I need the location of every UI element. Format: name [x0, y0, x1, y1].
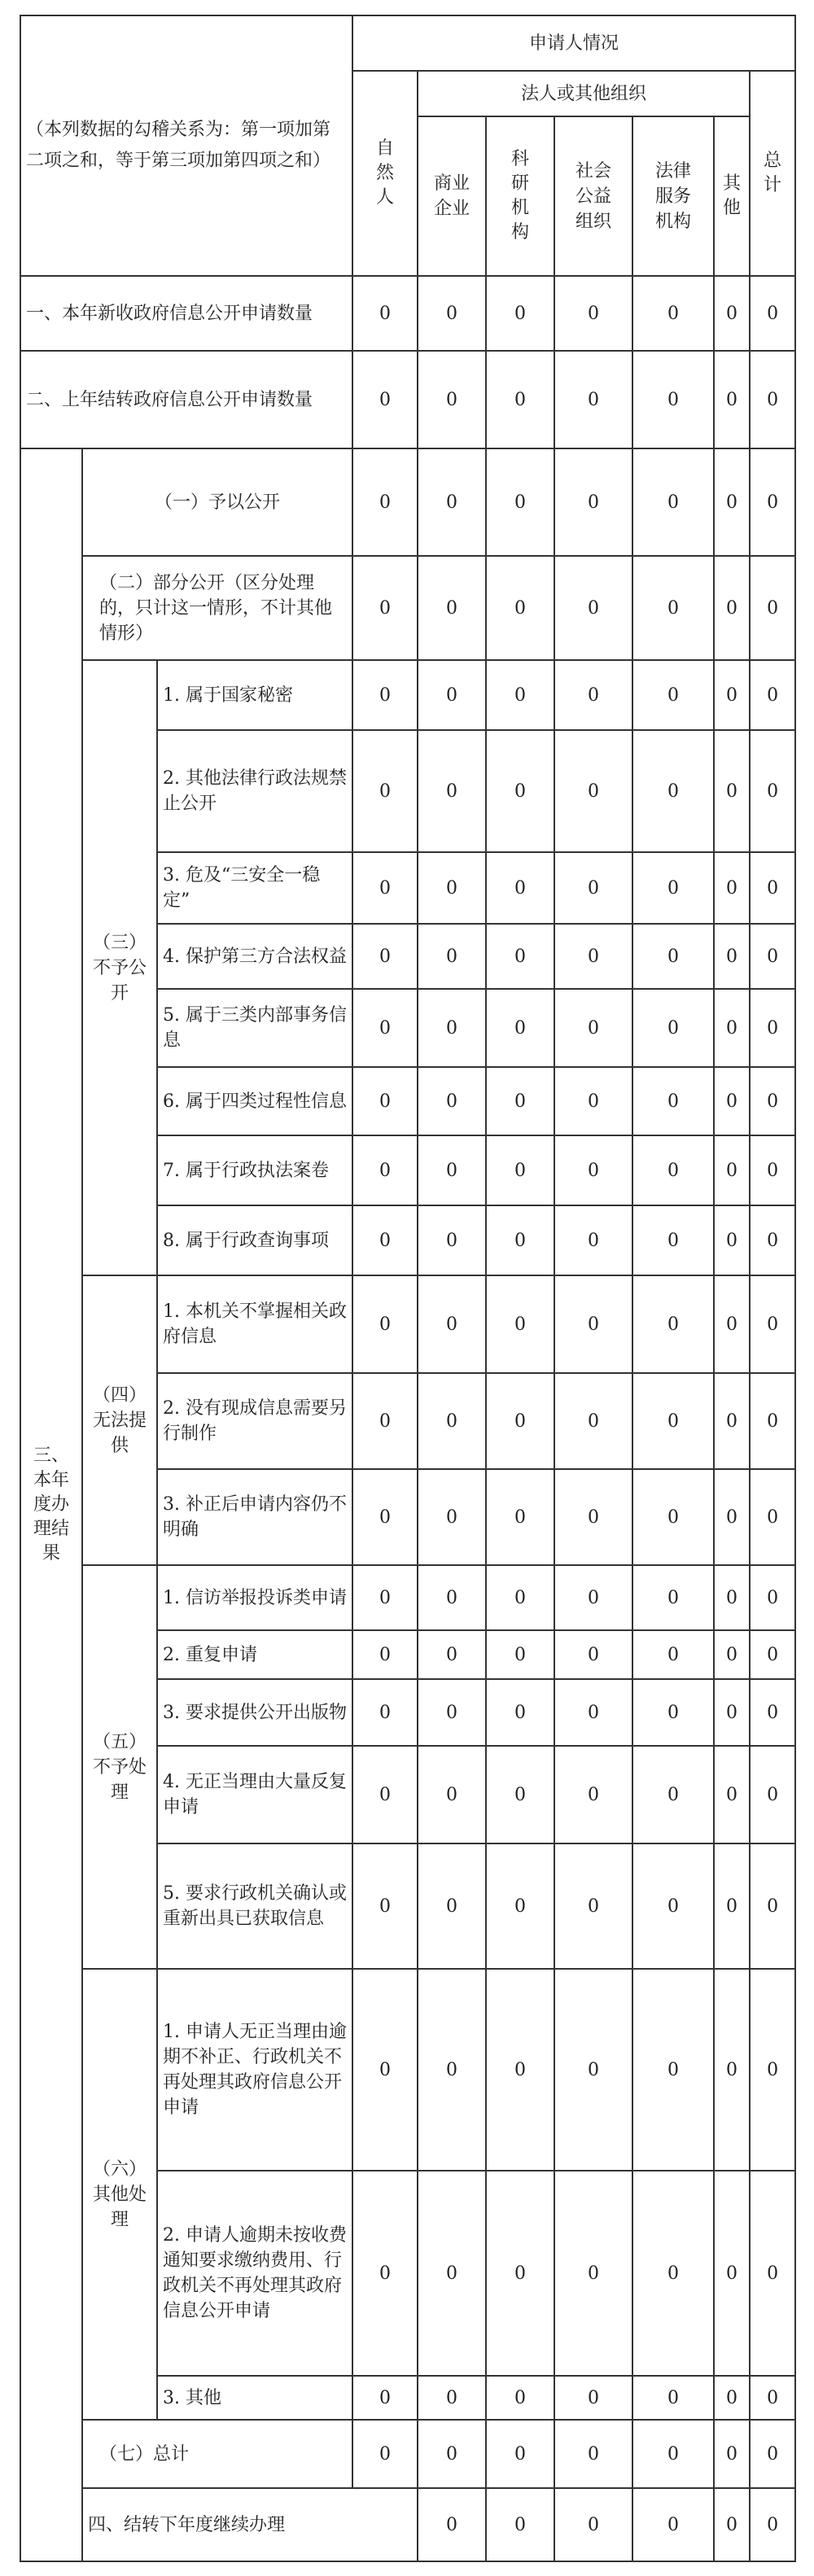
cell: 0	[714, 556, 750, 660]
row-label: 5. 要求行政机关确认或重新出具已获取信息	[157, 1843, 352, 1969]
cell: 0	[486, 2376, 554, 2420]
cell: 0	[418, 1275, 486, 1373]
cell: 0	[554, 1067, 632, 1135]
cell: 0	[714, 1843, 750, 1969]
cell: 0	[750, 852, 795, 924]
cell: 0	[418, 730, 486, 852]
cell: 0	[554, 1679, 632, 1746]
cell: 0	[750, 730, 795, 852]
row-label: 3. 补正后申请内容仍不明确	[157, 1469, 352, 1565]
cell: 0	[352, 1843, 418, 1969]
legal-service-header: 法律服务机构	[632, 116, 714, 276]
row-label: 二、上年结转政府信息公开申请数量	[20, 351, 352, 448]
cell: 0	[486, 276, 554, 351]
cell: 0	[632, 1746, 714, 1843]
cell: 0	[632, 2488, 714, 2561]
natural-person-header: 自然人	[352, 71, 418, 276]
cell: 0	[418, 448, 486, 556]
cell: 0	[750, 2171, 795, 2376]
total-header: 总计	[750, 71, 795, 276]
cell: 0	[418, 1843, 486, 1969]
cell: 0	[714, 1373, 750, 1469]
cell: 0	[352, 1275, 418, 1373]
cell: 0	[750, 1630, 795, 1679]
row-label: 4. 无正当理由大量反复申请	[157, 1746, 352, 1843]
cell: 0	[418, 1373, 486, 1469]
cell: 0	[632, 1630, 714, 1679]
cell: 0	[486, 730, 554, 852]
cell: 0	[418, 1679, 486, 1746]
row-label: 2. 申请人逾期未按收费通知要求缴纳费用、行政机关不再处理其政府信息公开申请	[157, 2171, 352, 2376]
cell: 0	[554, 2420, 632, 2488]
table-row	[20, 1565, 795, 1630]
cell: 0	[418, 1205, 486, 1275]
cell: 0	[750, 1679, 795, 1746]
cell: 0	[750, 1843, 795, 1969]
cell: 0	[714, 1067, 750, 1135]
cell: 0	[352, 1205, 418, 1275]
row-label: 3. 危及“三安全一稳定”	[157, 852, 352, 924]
cell: 0	[632, 448, 714, 556]
cell: 0	[418, 1135, 486, 1205]
cell: 0	[714, 1630, 750, 1679]
row-label: 1. 属于国家秘密	[157, 660, 352, 730]
header-row	[20, 15, 795, 71]
cell: 0	[418, 1630, 486, 1679]
subgroup-label: （四）无法提供	[82, 1275, 157, 1565]
cell: 0	[486, 1373, 554, 1469]
cell: 0	[486, 448, 554, 556]
row-label: 3. 要求提供公开出版物	[157, 1679, 352, 1746]
cell: 0	[486, 1205, 554, 1275]
cell: 0	[714, 2171, 750, 2376]
cell: 0	[554, 2376, 632, 2420]
subgroup-label: （五）不予处理	[82, 1565, 157, 1969]
cell: 0	[554, 351, 632, 448]
cell: 0	[632, 1843, 714, 1969]
cell: 0	[352, 1469, 418, 1565]
cell: 0	[554, 1205, 632, 1275]
cell: 0	[418, 2376, 486, 2420]
row-label: 2. 没有现成信息需要另行制作	[157, 1373, 352, 1469]
cell: 0	[554, 1275, 632, 1373]
cell: 0	[486, 1843, 554, 1969]
cell: 0	[486, 2420, 554, 2488]
row-label: 2. 重复申请	[157, 1630, 352, 1679]
cell: 0	[554, 1746, 632, 1843]
cell: 0	[632, 989, 714, 1067]
row-label: 4. 保护第三方合法权益	[157, 924, 352, 989]
row-label: 7. 属于行政执法案卷	[157, 1135, 352, 1205]
cell: 0	[714, 989, 750, 1067]
cell: 0	[554, 2488, 632, 2561]
row-label: 6. 属于四类过程性信息	[157, 1067, 352, 1135]
cell: 0	[750, 276, 795, 351]
cell: 0	[632, 1565, 714, 1630]
cell: 0	[714, 924, 750, 989]
cell: 0	[714, 1746, 750, 1843]
table-row	[20, 556, 795, 660]
cell: 0	[486, 660, 554, 730]
table-row	[20, 351, 795, 448]
cell: 0	[486, 1679, 554, 1746]
cell: 0	[714, 2488, 750, 2561]
subgroup-label: （六）其他处理	[82, 1969, 157, 2420]
cell: 0	[352, 1565, 418, 1630]
cell: 0	[714, 448, 750, 556]
cell: 0	[750, 1746, 795, 1843]
cell: 0	[418, 351, 486, 448]
cell: 0	[714, 1969, 750, 2171]
cell: 0	[714, 1135, 750, 1205]
cell: 0	[486, 989, 554, 1067]
cell: 0	[486, 1469, 554, 1565]
cell: 0	[554, 1843, 632, 1969]
table-row	[20, 276, 795, 351]
cell: 0	[352, 852, 418, 924]
cell: 0	[632, 1205, 714, 1275]
cell: 0	[486, 556, 554, 660]
cell: 0	[352, 556, 418, 660]
cell: 0	[554, 1135, 632, 1205]
row-label: （七）总计	[82, 2420, 352, 2488]
cell: 0	[352, 1679, 418, 1746]
cell: 0	[632, 1679, 714, 1746]
row-label: （一）予以公开	[82, 448, 352, 556]
cell: 0	[632, 1275, 714, 1373]
cell: 0	[632, 852, 714, 924]
cell: 0	[352, 1746, 418, 1843]
table-row	[20, 448, 795, 556]
cell: 0	[750, 2488, 795, 2561]
cell: 0	[632, 556, 714, 660]
applicant-situation-header: 申请人情况	[352, 15, 795, 71]
cell: 0	[714, 1275, 750, 1373]
cell: 0	[554, 448, 632, 556]
cell: 0	[554, 1630, 632, 1679]
table-row	[20, 660, 795, 730]
cell: 0	[714, 852, 750, 924]
cell: 0	[632, 1969, 714, 2171]
cell: 0	[714, 1205, 750, 1275]
cell: 0	[632, 351, 714, 448]
cell: 0	[486, 852, 554, 924]
cell: 0	[352, 989, 418, 1067]
cell: 0	[714, 660, 750, 730]
cell: 0	[750, 351, 795, 448]
cell: 0	[418, 1067, 486, 1135]
cell: 0	[418, 660, 486, 730]
cell: 0	[418, 989, 486, 1067]
cell: 0	[418, 1746, 486, 1843]
legal-other-org-header: 法人或其他组织	[418, 71, 750, 116]
cell: 0	[750, 2376, 795, 2420]
cell: 0	[486, 1067, 554, 1135]
row-label: 四、结转下年度继续办理	[82, 2488, 418, 2561]
cell: 0	[352, 660, 418, 730]
table-row	[20, 2488, 795, 2561]
row-label: 一、本年新收政府信息公开申请数量	[20, 276, 352, 351]
cell: 0	[632, 1135, 714, 1205]
commercial-header: 商业企业	[418, 116, 486, 276]
cell: 0	[486, 2171, 554, 2376]
cell: 0	[750, 1135, 795, 1205]
disclosure-statistics-page	[20, 15, 794, 2561]
cell: 0	[750, 1275, 795, 1373]
cell: 0	[750, 1565, 795, 1630]
cell: 0	[554, 660, 632, 730]
cell: 0	[352, 2376, 418, 2420]
cell: 0	[750, 1469, 795, 1565]
cell: 0	[714, 351, 750, 448]
cell: 0	[418, 924, 486, 989]
cell: 0	[714, 730, 750, 852]
cell: 0	[632, 924, 714, 989]
cell: 0	[554, 276, 632, 351]
table-row	[20, 1275, 795, 1373]
research-header: 科研机构	[486, 116, 554, 276]
row-label: 8. 属于行政查询事项	[157, 1205, 352, 1275]
cell: 0	[714, 2376, 750, 2420]
cell: 0	[750, 2420, 795, 2488]
cell: 0	[632, 1067, 714, 1135]
cell: 0	[418, 556, 486, 660]
cell: 0	[418, 2420, 486, 2488]
cell: 0	[714, 276, 750, 351]
cell: 0	[632, 660, 714, 730]
cell: 0	[554, 1969, 632, 2171]
subgroup-label: （三）不予公开	[82, 660, 157, 1275]
cell: 0	[486, 1630, 554, 1679]
cell: 0	[554, 924, 632, 989]
cell: 0	[352, 1630, 418, 1679]
cell: 0	[632, 2420, 714, 2488]
cell: 0	[418, 1469, 486, 1565]
table-row	[20, 2420, 795, 2488]
corner-note: （本列数据的勾稽关系为：第一项加第二项之和，等于第三项加第四项之和）	[20, 15, 352, 276]
cell: 0	[352, 1067, 418, 1135]
row-label: 5. 属于三类内部事务信息	[157, 989, 352, 1067]
cell: 0	[486, 924, 554, 989]
cell: 0	[352, 351, 418, 448]
cell: 0	[486, 2488, 554, 2561]
cell: 0	[632, 2376, 714, 2420]
cell: 0	[714, 1565, 750, 1630]
cell: 0	[486, 1135, 554, 1205]
cell: 0	[750, 1067, 795, 1135]
cell: 0	[352, 276, 418, 351]
social-welfare-header: 社会公益组织	[554, 116, 632, 276]
cell: 0	[632, 1373, 714, 1469]
cell: 0	[750, 989, 795, 1067]
other-header: 其他	[714, 116, 750, 276]
cell: 0	[352, 1969, 418, 2171]
cell: 0	[352, 2420, 418, 2488]
table-row	[20, 1969, 795, 2171]
cell: 0	[714, 2420, 750, 2488]
cell: 0	[632, 1469, 714, 1565]
cell: 0	[714, 1469, 750, 1565]
cell: 0	[418, 2488, 486, 2561]
cell: 0	[352, 730, 418, 852]
cell: 0	[486, 1565, 554, 1630]
cell: 0	[554, 730, 632, 852]
cell: 0	[418, 2171, 486, 2376]
row-label: 1. 申请人无正当理由逾期不补正、行政机关不再处理其政府信息公开申请	[157, 1969, 352, 2171]
cell: 0	[632, 276, 714, 351]
cell: 0	[750, 1373, 795, 1469]
cell: 0	[750, 660, 795, 730]
group-label: 三、本年度办理结果	[20, 448, 82, 2561]
cell: 0	[554, 852, 632, 924]
row-label: （二）部分公开（区分处理的，只计这一情形，不计其他情形）	[82, 556, 352, 660]
cell: 0	[486, 351, 554, 448]
cell: 0	[750, 924, 795, 989]
cell: 0	[632, 730, 714, 852]
row-label: 3. 其他	[157, 2376, 352, 2420]
cell: 0	[352, 2171, 418, 2376]
row-label: 2. 其他法律行政法规禁止公开	[157, 730, 352, 852]
cell: 0	[554, 1565, 632, 1630]
cell: 0	[554, 1373, 632, 1469]
cell: 0	[750, 1205, 795, 1275]
cell: 0	[352, 1373, 418, 1469]
cell: 0	[418, 1565, 486, 1630]
cell: 0	[486, 1275, 554, 1373]
cell: 0	[352, 448, 418, 556]
cell: 0	[554, 556, 632, 660]
cell: 0	[750, 448, 795, 556]
cell: 0	[352, 924, 418, 989]
cell: 0	[486, 1969, 554, 2171]
cell: 0	[486, 1746, 554, 1843]
cell: 0	[714, 1679, 750, 1746]
cell: 0	[554, 989, 632, 1067]
cell: 0	[418, 1969, 486, 2171]
row-label: 1. 本机关不掌握相关政府信息	[157, 1275, 352, 1373]
row-label: 1. 信访举报投诉类申请	[157, 1565, 352, 1630]
cell: 0	[750, 1969, 795, 2171]
cell: 0	[352, 1135, 418, 1205]
cell: 0	[554, 1469, 632, 1565]
cell: 0	[418, 852, 486, 924]
cell: 0	[418, 276, 486, 351]
cell: 0	[750, 556, 795, 660]
cell: 0	[554, 2171, 632, 2376]
application-handling-table	[20, 15, 796, 2562]
cell: 0	[632, 2171, 714, 2376]
